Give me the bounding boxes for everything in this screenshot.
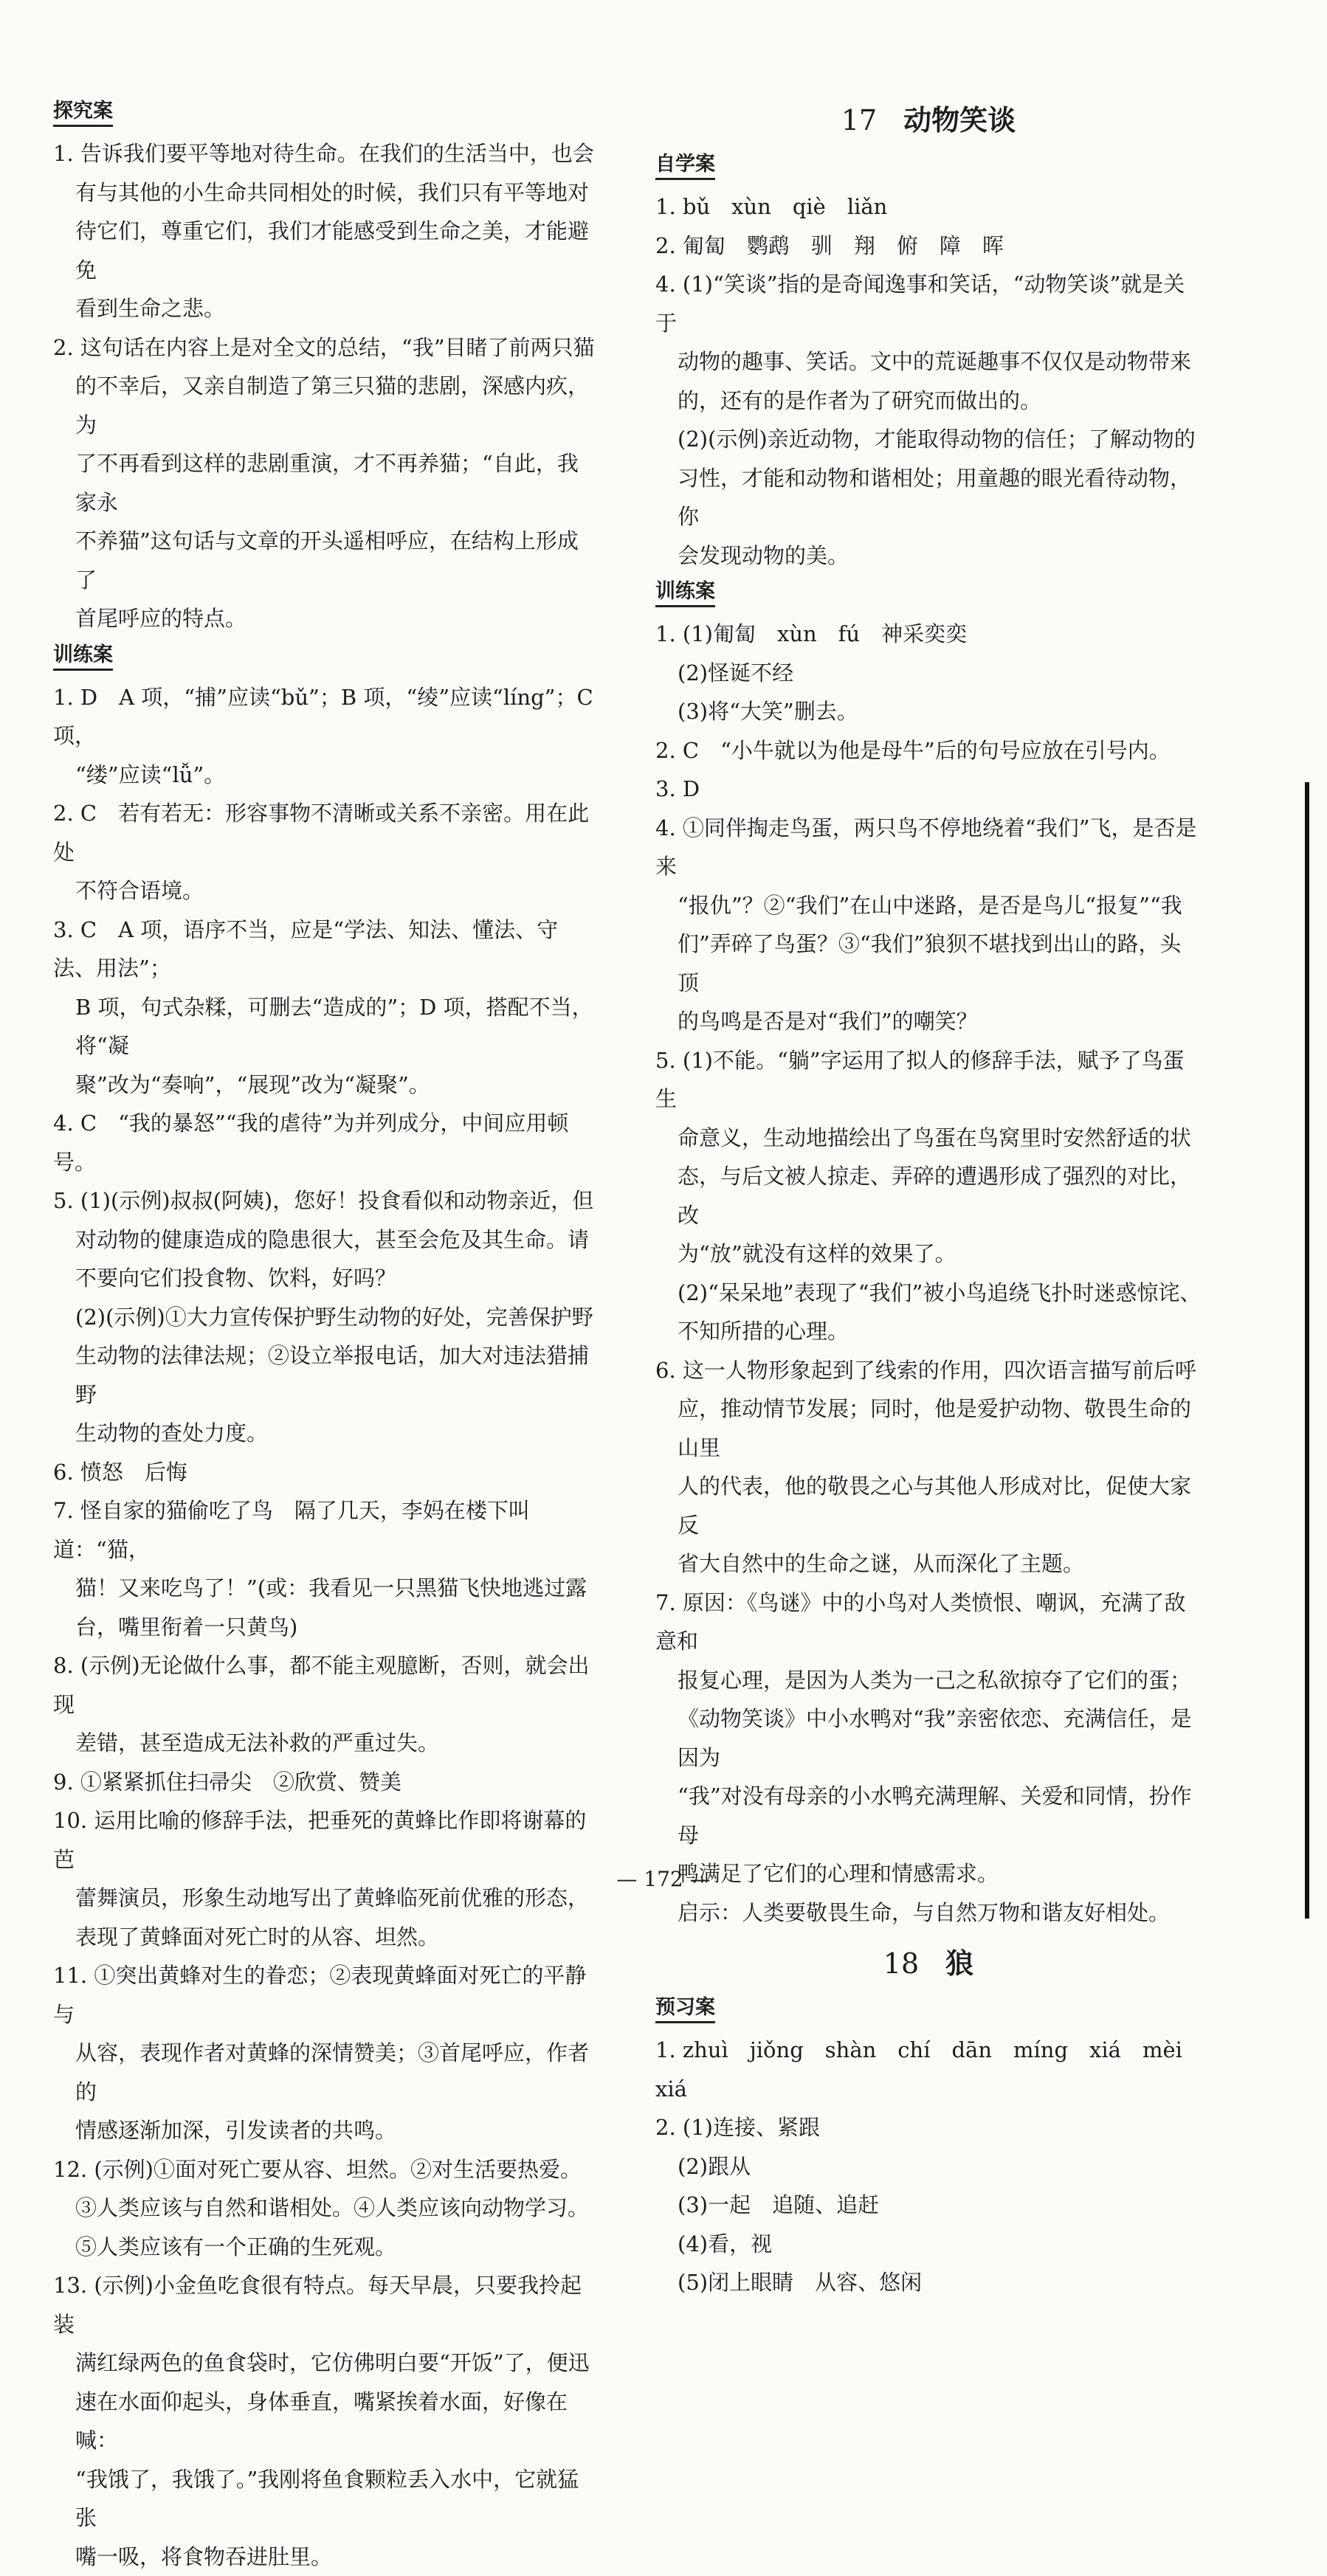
line: 蕾舞演员，形象生动地写出了黄蜂临死前优雅的形态， <box>53 1879 599 1918</box>
answer-item <box>53 794 599 911</box>
line: 不符合语境。 <box>53 871 599 911</box>
answer-item <box>655 615 1202 731</box>
line: “我饿了，我饿了。”我刚将鱼食颗粒丢入水中，它就猛张 <box>53 2460 599 2538</box>
self-study-heading: 自学案 <box>655 151 715 180</box>
line: 嘴一吸，将食物吞进肚里。 <box>53 2538 599 2576</box>
line: 不要向它们投食物、饮料，好吗？ <box>53 1259 599 1298</box>
scan-edge <box>1305 782 1309 1919</box>
explore-heading: 探究案 <box>53 98 113 127</box>
line: 7. 怪自家的猫偷吃了鸟 隔了几天，李妈在楼下叫道：“猫， <box>53 1491 599 1569</box>
train-answers <box>53 678 599 2576</box>
line: 省大自然中的生命之谜，从而深化了主题。 <box>655 1544 1202 1584</box>
line: 差错，甚至造成无法补救的严重过失。 <box>53 1724 599 1763</box>
line: 《动物笑谈》中小水鸭对“我”亲密依恋、充满信任，是因为 <box>655 1699 1202 1777</box>
lesson18-name: 狼 <box>945 1947 973 1980</box>
answer-item <box>655 1351 1202 1584</box>
line: 5. (1)不能。“躺”字运用了拟人的修辞手法，赋予了鸟蛋生 <box>655 1041 1202 1119</box>
line: (3)一起 追随、追赶 <box>655 2186 1202 2225</box>
line: 10. 运用比喻的修辞手法，把垂死的黄蜂比作即将谢幕的芭 <box>53 1801 599 1879</box>
train-heading: 训练案 <box>53 642 113 671</box>
page-number: — 172 — <box>0 1867 1327 1891</box>
line: 的不幸后，又亲自制造了第三只猫的悲剧，深感内疚，为 <box>53 367 599 444</box>
line: 13. (示例)小金鱼吃食很有特点。每天早晨，只要我拎起装 <box>53 2266 599 2344</box>
preview-answers <box>655 2031 1202 2302</box>
answer-item <box>53 1181 599 1453</box>
line: B 项，句式杂糅，可删去“造成的”；D 项，搭配不当，将“凝 <box>53 988 599 1066</box>
right-column <box>655 89 1202 2302</box>
explore-q2 <box>53 328 599 638</box>
line: 1. zhuì jiǒng shàn chí dān míng xiá mèi xiá <box>655 2031 1202 2108</box>
line: 1. 告诉我们要平等地对待生命。在我们的生活当中，也会 <box>53 134 599 173</box>
line: 有与其他的小生命共同相处的时候，我们只有平等地对 <box>53 173 599 213</box>
line: 6. 这一人物形象起到了线索的作用，四次语言描写前后呼 <box>655 1351 1202 1390</box>
line: (2)怪诞不经 <box>655 654 1202 693</box>
line: 2. (1)连接、紧跟 <box>655 2108 1202 2147</box>
line: 待它们，尊重它们，我们才能感受到生命之美，才能避免 <box>53 212 599 289</box>
answer-item <box>53 2266 599 2576</box>
line: (5)闭上眼睛 从容、悠闲 <box>655 2263 1202 2302</box>
answer-item <box>655 187 1202 227</box>
line: 生动物的法律法规；②设立举报电话，加大对违法猎捕野 <box>53 1336 599 1414</box>
line: 看到生命之悲。 <box>53 289 599 328</box>
line: “缕”应读“lǚ”。 <box>53 756 599 795</box>
line: 6. 愤怒 后悔 <box>53 1453 599 1492</box>
line: 首尾呼应的特点。 <box>53 599 599 638</box>
train-heading-17: 训练案 <box>655 579 715 607</box>
answer-item <box>53 1956 599 2150</box>
line: (2)(示例)亲近动物，才能取得动物的信任；了解动物的 <box>655 420 1202 459</box>
line: 8. (示例)无论做什么事，都不能主观臆断，否则，就会出现 <box>53 1646 599 1724</box>
line: 3. C A 项，语序不当，应是“学法、知法、懂法、守法、用法”； <box>53 911 599 988</box>
line: 态，与后文被人掠走、弄碎的遭遇形成了强烈的对比，改 <box>655 1157 1202 1235</box>
lesson18-title <box>655 1936 1202 1991</box>
line: 习性，才能和动物和谐相处；用童趣的眼光看待动物，你 <box>655 459 1202 536</box>
line: 11. ①突出黄蜂对生的眷恋；②表现黄蜂面对死亡的平静与 <box>53 1956 599 2034</box>
answer-item <box>53 1104 599 1181</box>
line: 启示：人类要敬畏生命，与自然万物和谐友好相处。 <box>655 1893 1202 1933</box>
explore-q1 <box>53 134 599 328</box>
self-study-answers <box>655 187 1202 575</box>
answer-item <box>53 1453 599 1492</box>
line: 1. D A 项，“捕”应读“bǔ”；B 项，“绫”应读“líng”；C 项， <box>53 678 599 756</box>
line: 4. (1)“笑谈”指的是奇闻逸事和笑话，“动物笑谈”就是关于 <box>655 265 1202 342</box>
line: 不知所措的心理。 <box>655 1312 1202 1351</box>
answer-item <box>53 1763 599 1802</box>
lesson17-title <box>655 93 1202 148</box>
answer-item <box>655 2031 1202 2108</box>
line: 表现了黄蜂面对死亡时的从容、坦然。 <box>53 1918 599 1957</box>
line: 的，还有的是作者为了研究而做出的。 <box>655 381 1202 421</box>
line: 1. bǔ xùn qiè liǎn <box>655 187 1202 227</box>
line: “报仇”？②“我们”在山中迷路，是否是鸟儿“报复”“我 <box>655 886 1202 925</box>
line: 7. 原因：《鸟谜》中的小鸟对人类愤恨、嘲讽，充满了敌意和 <box>655 1584 1202 1661</box>
line: “我”对没有母亲的小水鸭充满理解、关爱和同情，扮作母 <box>655 1777 1202 1854</box>
line: 了不再看到这样的悲剧重演，才不再养猫；“自此，我家永 <box>53 444 599 522</box>
line: (3)将“大笑”删去。 <box>655 692 1202 731</box>
lesson18-number: 18 <box>883 1947 919 1980</box>
line: 报复心理，是因为人类为一己之私欲掠夺了它们的蛋； <box>655 1661 1202 1700</box>
line: 速在水面仰起头，身体垂直，嘴紧挨着水面，好像在喊： <box>53 2383 599 2460</box>
answer-item <box>655 770 1202 809</box>
line: (2)“呆呆地”表现了“我们”被小鸟追绕飞扑时迷惑惊诧、 <box>655 1274 1202 1313</box>
line: (2)(示例)①大力宣传保护野生动物的好处，完善保护野 <box>53 1298 599 1337</box>
line: 聚”改为“奏响”，“展现”改为“凝聚”。 <box>53 1066 599 1105</box>
answer-item <box>53 2150 599 2267</box>
line: 猫！又来吃鸟了！”(或：我看见一只黑猫飞快地逃过露 <box>53 1569 599 1608</box>
line: 2. 匍匐 鹦鹉 驯 翔 俯 障 晖 <box>655 227 1202 266</box>
line: 2. 这句话在内容上是对全文的总结，“我”目睹了前两只猫 <box>53 328 599 367</box>
line: 从容，表现作者对黄蜂的深情赞美；③首尾呼应，作者的 <box>53 2034 599 2111</box>
line: 4. C “我的暴怒”“我的虐待”为并列成分，中间应用顿号。 <box>53 1104 599 1181</box>
lesson17-number: 17 <box>841 104 877 137</box>
line: (2)跟从 <box>655 2147 1202 2186</box>
line: (4)看，视 <box>655 2225 1202 2264</box>
answer-item <box>53 911 599 1105</box>
answer-item <box>655 227 1202 266</box>
line: 台，嘴里衔着一只黄鸟) <box>53 1608 599 1647</box>
answer-item <box>655 265 1202 575</box>
line: 们”弄碎了鸟蛋？③“我们”狼狈不堪找到出山的路，头顶 <box>655 925 1202 1002</box>
line: 12. (示例)①面对死亡要从容、坦然。②对生活要热爱。 <box>53 2150 599 2189</box>
line: 情感逐渐加深，引发读者的共鸣。 <box>53 2111 599 2150</box>
line: 鸭满足了它们的心理和情感需求。 <box>655 1854 1202 1893</box>
answer-item <box>655 2108 1202 2302</box>
line: 5. (1)(示例)叔叔(阿姨)，您好！投食看似和动物亲近，但 <box>53 1181 599 1220</box>
train-answers-17 <box>655 615 1202 1932</box>
line: 满红绿两色的鱼食袋时，它仿佛明白要“开饭”了，便迅 <box>53 2344 599 2383</box>
line: 生动物的查处力度。 <box>53 1414 599 1453</box>
left-column <box>53 94 599 2576</box>
line: ③人类应该与自然和谐相处。④人类应该向动物学习。 <box>53 2189 599 2228</box>
line: 命意义，生动地描绘出了鸟蛋在鸟窝里时安然舒适的状 <box>655 1119 1202 1158</box>
answer-item <box>53 1646 599 1763</box>
line: ⑤人类应该有一个正确的生死观。 <box>53 2228 599 2267</box>
line: 1. (1)匍匐 xùn fú 神采奕奕 <box>655 615 1202 654</box>
answer-item <box>53 1491 599 1646</box>
line: 2. C “小牛就以为他是母牛”后的句号应放在引号内。 <box>655 731 1202 770</box>
line: 为“放”就没有这样的效果了。 <box>655 1235 1202 1274</box>
line: 4. ①同伴掏走鸟蛋，两只鸟不停地绕着“我们”飞，是否是来 <box>655 809 1202 886</box>
line: 9. ①紧紧抓住扫帚尖 ②欣赏、赞美 <box>53 1763 599 1802</box>
answer-item <box>655 731 1202 770</box>
answer-item <box>655 809 1202 1041</box>
line: 对动物的健康造成的隐患很大，甚至会危及其生命。请 <box>53 1220 599 1260</box>
line: 的鸟鸣是否是对“我们”的嘲笑？ <box>655 1002 1202 1041</box>
line: 3. D <box>655 770 1202 809</box>
answer-item <box>655 1041 1202 1351</box>
line: 2. C 若有若无：形容事物不清晰或关系不亲密。用在此处 <box>53 794 599 871</box>
preview-heading: 预习案 <box>655 1995 715 2023</box>
lesson17-name: 动物笑谈 <box>903 104 1016 137</box>
line: 应，推动情节发展；同时，他是爱护动物、敬畏生命的山里 <box>655 1389 1202 1467</box>
line: 会发现动物的美。 <box>655 536 1202 576</box>
answer-item <box>53 678 599 795</box>
line: 不养猫”这句话与文章的开头遥相呼应，在结构上形成了 <box>53 522 599 599</box>
line: 人的代表，他的敬畏之心与其他人形成对比，促使大家反 <box>655 1467 1202 1544</box>
line: 动物的趣事、笑话。文中的荒诞趣事不仅仅是动物带来 <box>655 342 1202 381</box>
